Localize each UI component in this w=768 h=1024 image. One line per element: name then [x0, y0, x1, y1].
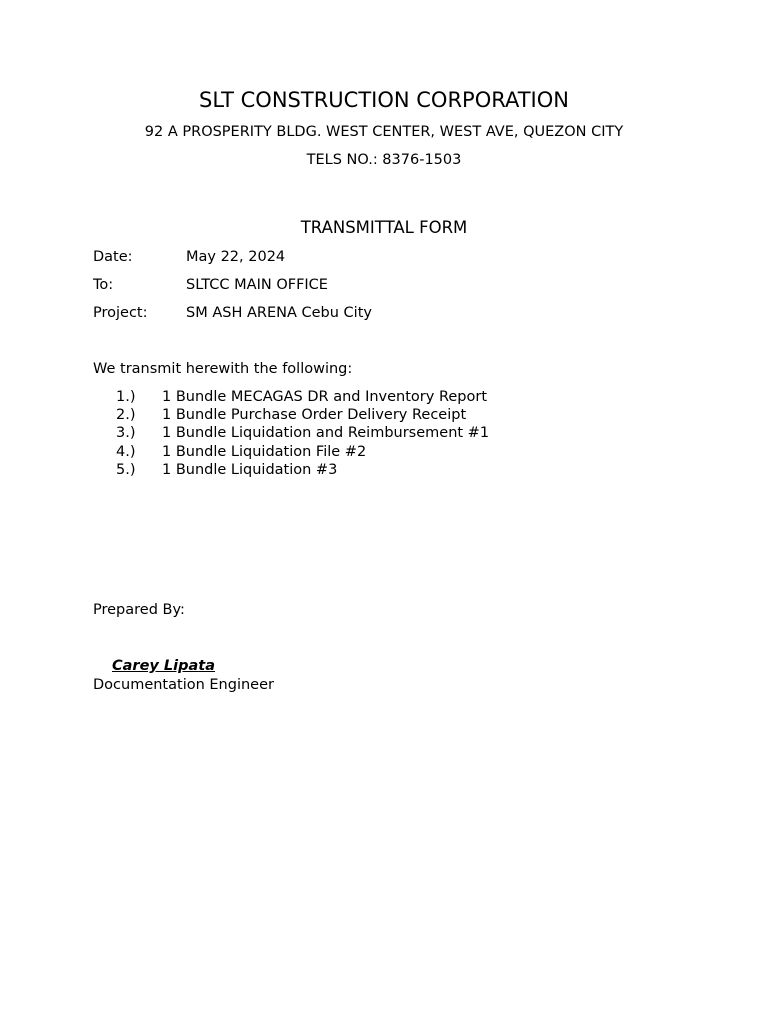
company-address: 92 A PROSPERITY BLDG. WEST CENTER, WEST AVE, QUEZON CITY — [144, 124, 624, 140]
to-value: SLTCC MAIN OFFICE — [186, 277, 328, 293]
project-value: SM ASH ARENA Cebu City — [186, 305, 372, 321]
item-number: 4.) — [116, 443, 136, 460]
company-name: SLT CONSTRUCTION CORPORATION — [199, 88, 569, 112]
company-telephone: TELS NO.: 8376-1503 — [306, 152, 462, 168]
item-text: 1 Bundle Liquidation and Reimbursement #1 — [162, 425, 490, 442]
prepared-by-label: Prepared By: — [93, 602, 185, 618]
item-text: 1 Bundle MECAGAS DR and Inventory Report — [162, 389, 488, 405]
item-number: 1.) — [116, 389, 136, 405]
form-title: TRANSMITTAL FORM — [300, 218, 468, 237]
item-text: 1 Bundle Liquidation #3 — [162, 461, 338, 478]
date-value: May 22, 2024 — [186, 249, 286, 265]
item-number: 2.) — [116, 407, 136, 424]
item-number: 3.) — [116, 425, 136, 442]
item-text: 1 Bundle Liquidation File #2 — [162, 443, 367, 460]
item-text: 1 Bundle Purchase Order Delivery Receipt — [162, 407, 467, 424]
date-label: Date: — [93, 249, 133, 265]
to-label: To: — [93, 277, 114, 293]
transmit-intro: We transmit herewith the following: — [93, 361, 353, 377]
signatory-name: Carey Lipata — [112, 658, 216, 674]
project-label: Project: — [93, 305, 148, 321]
signatory-title: Documentation Engineer — [93, 677, 274, 693]
item-number: 5.) — [116, 461, 136, 478]
